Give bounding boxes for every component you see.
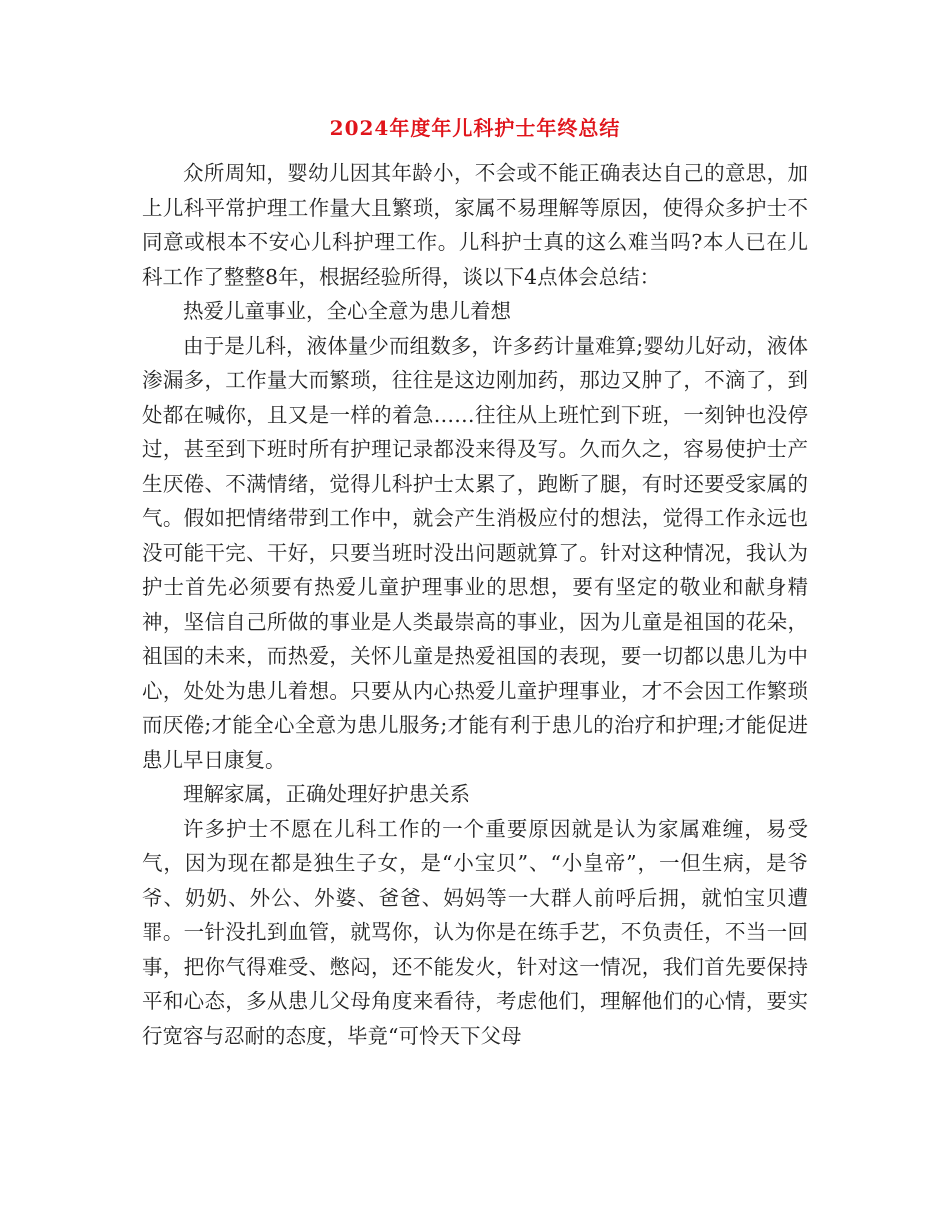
section-heading-love-children: 热爱儿童事业，全心全意为患儿着想 xyxy=(183,299,511,323)
paragraph-love-children: 由于是儿科，液体量少而组数多，许多药计量难算;婴幼儿好动，液体渗漏多，工作量大而繁琐，往往是这边刚加药，那边又肿了，不滴了，到处都在喊你，且又是一样的着急……往往从上班忙到下班，一刻钟也没停过，甚至到下班时所有护理记录都没来得及写。久而久之，容易使护士产生厌倦、不满情绪，觉得儿科护士太累了，跑断了腿，有时还要受家属的气。假如把情绪带到工作中，就会产生消极应付的想法，觉得工作永远也没可能干完、干好，只要当班时没出问题就算了。针对这种情况，我认为护士首先必须要有热爱儿童护理事业的思想，要有坚定的敬业和献身精神，坚信自己所做的事业是人类最崇高的事业，因为儿童是祖国的花朵，祖国的未来，而热爱，关怀儿童是热爱祖国的表现，要一切都以患儿为中心，处处为患儿着想。只要从内心热爱儿童护理事业，才不会因工作繁琐而厌倦;才能全心全意为患儿服务;才能有利于患儿的治疗和护理;才能促进患儿早日康复。 xyxy=(142,333,808,772)
section-heading-understand-family: 理解家属，正确处理好护患关系 xyxy=(183,782,470,806)
document-title: 2024年度年儿科护士年终总结 xyxy=(329,116,621,140)
paragraph-understand-family: 许多护士不愿在儿科工作的一个重要原因就是认为家属难缠，易受气，因为现在都是独生子女，是“小宝贝”、“小皇帝”，一但生病，是爷爷、奶奶、外公、外婆、爸爸、妈妈等一大群人前呼后拥，就怕宝贝遭罪。一针没扎到血管，就骂你，认为你是在练手艺，不负责任，不当一回事，把你气得难受、憋闷，还不能发火，针对这一情况，我们首先要保持平和心态，多从患儿父母角度来看待，考虑他们，理解他们的心情，要实行宽容与忍耐的态度，毕竟“可怜天下父母 xyxy=(142,816,808,1048)
paragraph-intro: 众所周知，婴幼儿因其年龄小，不会或不能正确表达自己的意思，加上儿科平常护理工作量大且繁琐，家属不易理解等原因，使得众多护士不同意或根本不安心儿科护理工作。儿科护士真的这么难当吗?本人已在儿科工作了整整8年，根据经验所得，谈以下4点体会总结： xyxy=(142,161,808,289)
document-body xyxy=(142,156,808,1053)
